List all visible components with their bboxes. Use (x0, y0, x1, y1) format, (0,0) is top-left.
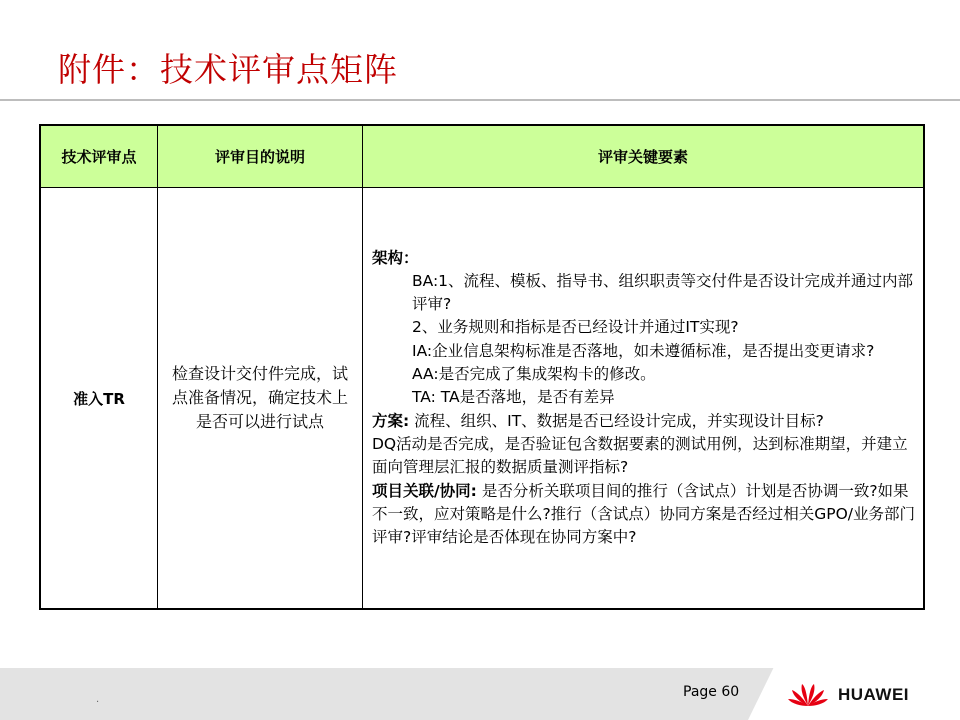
ia-text: IA:企业信息架构标准是否落地，如未遵循标准，是否提出变更请求? (412, 341, 875, 360)
assoc-label: 项目关联/协同: (372, 481, 477, 500)
plan-paragraph (372, 410, 917, 433)
page-title: 附件：技术评审点矩阵 (58, 50, 398, 89)
plan-label: 方案: (372, 411, 410, 430)
plan-text: 流程、组织、IT、数据是否已经设计完成，并实现设计目标? (414, 411, 824, 430)
cell-review-point: 准入TR (40, 188, 158, 610)
footer-dot: . (96, 694, 100, 705)
brand-name: HUAWEI (838, 685, 909, 704)
table-header-row (40, 125, 924, 188)
header-purpose: 评审目的说明 (158, 125, 363, 188)
title-divider (0, 99, 960, 101)
assoc-text: 是否分析关联项目间的推行（含试点）计划是否协调一致?如果不一致，应对策略是什么?推行（含试点）协同方案是否经过相关GPO/业务部门评审?评审结论是否体现在协同方案中? (372, 481, 916, 547)
dq-text: DQ活动是否完成，是否验证包含数据要素的测试用例，达到标准期望，并建立面向管理层汇报的数据质量测评指标? (372, 434, 908, 477)
ta-text: TA: TA是否落地，是否有差异 (412, 388, 615, 407)
assoc-paragraph (372, 480, 917, 550)
ba2-text: 2、业务规则和指标是否已经设计并通过IT实现? (412, 318, 739, 337)
cell-key-elements (363, 188, 925, 610)
cell-purpose: 检查设计交付件完成，试点准备情况，确定技术上是否可以进行试点 (158, 188, 363, 610)
table-row (40, 188, 924, 610)
page-number: Page 60 (683, 684, 740, 700)
aa-text: AA:是否完成了集成架构卡的修改。 (412, 365, 656, 384)
header-key-elements: 评审关键要素 (363, 125, 925, 188)
review-matrix-table (39, 124, 925, 610)
arch-label: 架构： (372, 248, 419, 267)
header-review-point: 技术评审点 (40, 125, 158, 188)
ba1-text: BA:1、流程、模板、指导书、组织职责等交付件是否设计完成并通过内部评审? (412, 271, 914, 314)
